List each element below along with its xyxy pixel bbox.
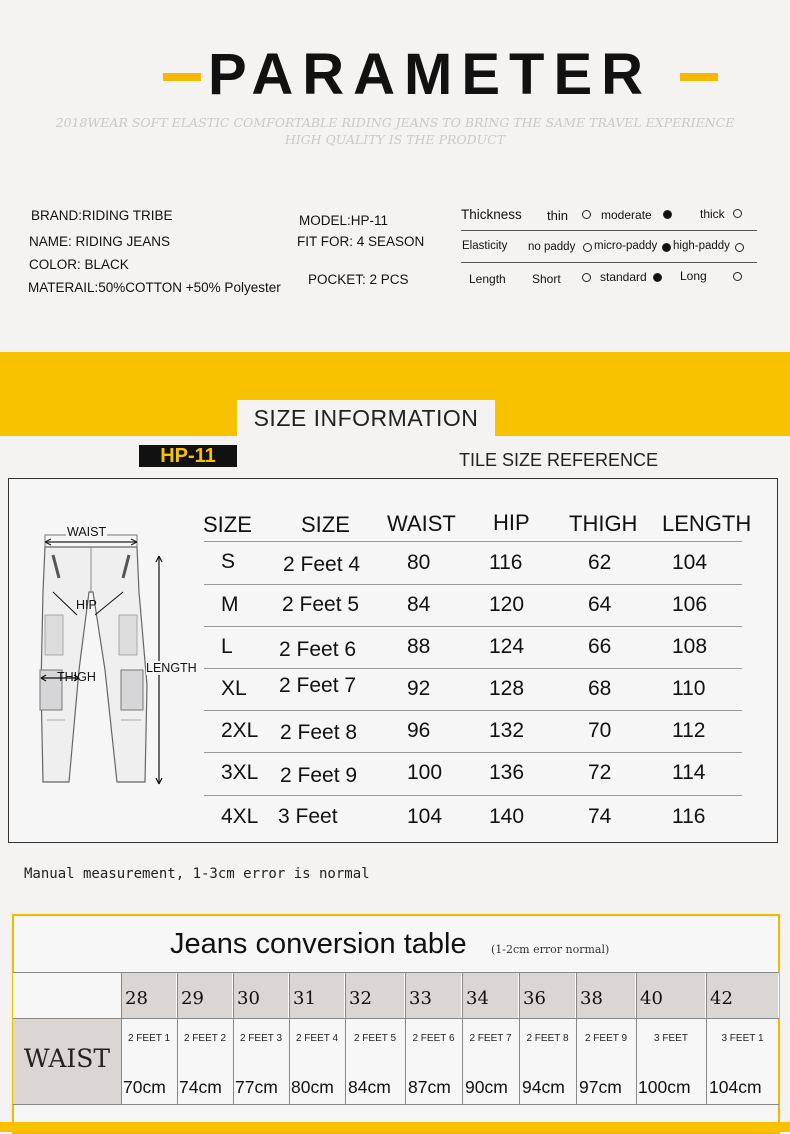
model-badge: HP-11 — [139, 445, 237, 467]
diagram-length-label: LENGTH — [146, 661, 197, 675]
spec-name: NAME: RIDING JEANS — [29, 234, 171, 249]
pants-diagram-icon — [35, 520, 185, 795]
length-cell: 104 — [672, 551, 708, 574]
feet-cell: 2 Feet 4 — [283, 553, 361, 576]
row-divider — [204, 710, 742, 711]
thigh-cell: 72 — [588, 761, 612, 784]
waist-cell: 100 — [407, 761, 443, 784]
micro-paddy-radio-filled-icon — [662, 243, 671, 252]
divider — [13, 1018, 779, 1019]
spec-color: COLOR: BLACK — [29, 257, 129, 272]
size-cell: 2XL — [221, 719, 259, 742]
cm-value: 90cm — [465, 1077, 508, 1097]
feet-value: 3 FEET 1 — [721, 1033, 764, 1044]
length-option-short: Short — [532, 272, 561, 286]
spec-model: MODEL:HP-11 — [299, 213, 389, 228]
feet-cell: 3 Feet — [278, 805, 338, 828]
cm-value: 80cm — [291, 1077, 334, 1097]
feet-cell: 2 Feet 6 — [279, 638, 357, 661]
thigh-cell: 68 — [588, 677, 612, 700]
high-paddy-radio-icon — [735, 243, 744, 252]
waist-cell: 96 — [407, 719, 431, 742]
thickness-option-thin: thin — [547, 208, 568, 223]
length-cell: 108 — [672, 635, 708, 658]
cm-value: 77cm — [235, 1077, 278, 1097]
header-size-feet: SIZE — [301, 512, 350, 537]
size-header-cell: 42 — [706, 973, 779, 1018]
parameter-subtitle-1: 2018WEAR SOFT ELASTIC COMFORTABLE RIDING JEANS TO BRING THE SAME TRAVEL EXPERIENCE — [55, 115, 735, 130]
diagram-waist-label: WAIST — [67, 525, 107, 539]
size-header-cell: 34 — [462, 973, 519, 1018]
hip-cell: 124 — [489, 635, 525, 658]
row-divider — [204, 752, 742, 753]
waist-cell: 80 — [407, 551, 431, 574]
feet-value: 2 FEET 3 — [239, 1033, 283, 1044]
thigh-cell: 74 — [588, 805, 612, 828]
header-thigh: THIGH — [569, 511, 638, 536]
size-header-cell: 29 — [177, 973, 233, 1018]
size-cell: 3XL — [221, 761, 259, 784]
length-cell: 106 — [672, 593, 708, 616]
parameter-title: PARAMETER — [208, 42, 653, 107]
size-header-cell: 32 — [345, 973, 405, 1018]
title-accent-bar-right — [680, 73, 718, 81]
length-cell: 110 — [672, 677, 706, 700]
standard-radio-filled-icon — [653, 273, 662, 282]
size-header-cell: 36 — [519, 973, 576, 1018]
thin-radio-icon — [582, 210, 591, 219]
length-option-standard: standard — [600, 270, 647, 284]
thickness-label: Thickness — [461, 207, 522, 222]
spec-fit: FIT FOR: 4 SEASON — [297, 234, 425, 249]
size-header-cell: 31 — [289, 973, 345, 1018]
hip-cell: 132 — [489, 719, 525, 742]
length-cell: 116 — [672, 805, 706, 828]
feet-value: 2 FEET 1 — [127, 1033, 171, 1044]
short-radio-icon — [582, 273, 591, 282]
header-size: SIZE — [203, 512, 252, 537]
title-accent-bar-left — [163, 73, 201, 81]
spec-pocket: POCKET: 2 PCS — [308, 272, 409, 287]
cm-value: 87cm — [408, 1077, 451, 1097]
header-waist: WAIST — [387, 511, 456, 536]
moderate-radio-filled-icon — [663, 210, 672, 219]
hip-cell: 136 — [489, 761, 525, 784]
row-divider — [204, 584, 742, 585]
feet-cell: 2 Feet 9 — [280, 764, 358, 787]
conversion-table-title: Jeans conversion table — [170, 928, 467, 960]
thick-radio-icon — [733, 209, 742, 218]
divider — [461, 262, 757, 263]
size-header-cell: 30 — [233, 973, 289, 1018]
size-cell: XL — [221, 677, 247, 700]
header-length: LENGTH — [662, 511, 752, 536]
length-option-long: Long — [680, 269, 707, 283]
elasticity-option-no-paddy: no paddy — [528, 241, 576, 253]
feet-value: 2 FEET 7 — [469, 1033, 512, 1044]
cm-value: 94cm — [522, 1077, 565, 1097]
row-divider — [204, 626, 742, 627]
hip-cell: 128 — [489, 677, 525, 700]
cm-value: 74cm — [179, 1077, 222, 1097]
spec-material: MATERAIL:50%COTTON +50% Polyester — [28, 280, 281, 295]
bottom-accent-bar — [0, 1122, 790, 1132]
elasticity-option-high-paddy: high-paddy — [673, 240, 730, 252]
cm-value: 84cm — [348, 1077, 391, 1097]
length-label: Length — [469, 272, 506, 286]
thigh-cell: 66 — [588, 635, 612, 658]
cm-value: 97cm — [579, 1077, 622, 1097]
hip-cell: 140 — [489, 805, 525, 828]
feet-value: 2 FEET 2 — [183, 1033, 227, 1044]
thigh-cell: 64 — [588, 593, 612, 616]
feet-cell: 2 Feet 8 — [280, 721, 358, 744]
row-divider — [204, 795, 742, 796]
size-cell: 4XL — [221, 805, 259, 828]
waist-cell: 104 — [407, 805, 443, 828]
spec-brand: BRAND:RIDING TRIBE — [31, 208, 173, 223]
cm-value: 100cm — [638, 1077, 691, 1097]
elasticity-label: Elasticity — [462, 240, 508, 252]
thickness-option-moderate: moderate — [601, 208, 652, 222]
row-divider — [204, 668, 742, 669]
long-radio-icon — [733, 272, 742, 281]
conversion-table-note: (1-2cm error normal) — [491, 943, 610, 956]
size-information-title: SIZE INFORMATION — [253, 405, 479, 431]
waist-cell: 92 — [407, 677, 431, 700]
hip-cell: 120 — [489, 593, 525, 616]
diagram-thigh-label: THIGH — [57, 670, 96, 684]
corner-cell — [13, 973, 121, 1018]
feet-value: 2 FEET 4 — [295, 1033, 339, 1044]
thickness-option-thick: thick — [700, 207, 725, 221]
thigh-cell: 70 — [588, 719, 612, 742]
parameter-subtitle-2: HIGH QUALITY IS THE PRODUCT — [284, 132, 506, 147]
measurement-note: Manual measurement, 1-3cm error is normal — [24, 866, 370, 882]
elasticity-option-micro-paddy: micro-paddy — [594, 240, 658, 252]
waist-cell: 84 — [407, 593, 431, 616]
cm-value: 104cm — [709, 1077, 762, 1097]
divider — [13, 1104, 779, 1105]
feet-value: 2 FEET 5 — [353, 1033, 397, 1044]
feet-value: 2 FEET 6 — [412, 1033, 455, 1044]
length-cell: 112 — [672, 719, 706, 742]
no-paddy-radio-icon — [583, 243, 592, 252]
size-header-cell: 38 — [576, 973, 636, 1018]
waist-cell: 88 — [407, 635, 431, 658]
thigh-cell: 62 — [588, 551, 612, 574]
feet-value: 2 FEET 9 — [584, 1033, 628, 1044]
size-cell: L — [221, 635, 233, 658]
waist-row-label: WAIST — [23, 1044, 111, 1073]
diagram-hip-label: HIP — [76, 598, 97, 612]
divider — [461, 230, 757, 231]
tile-size-reference-label: TILE SIZE REFERENCE — [459, 450, 659, 470]
feet-cell: 2 Feet 7 — [279, 674, 357, 697]
size-cell: M — [221, 593, 239, 616]
header-hip: HIP — [493, 510, 530, 535]
size-header-cell: 28 — [121, 973, 177, 1018]
row-divider — [204, 541, 742, 542]
feet-value: 3 FEET — [654, 1033, 688, 1044]
length-cell: 114 — [672, 761, 706, 784]
hip-cell: 116 — [489, 551, 523, 574]
size-header-cell: 40 — [636, 973, 706, 1018]
size-cell: S — [221, 550, 236, 573]
feet-cell: 2 Feet 5 — [282, 593, 360, 616]
feet-value: 2 FEET 8 — [526, 1033, 569, 1044]
cm-value: 70cm — [123, 1077, 166, 1097]
size-header-cell: 33 — [405, 973, 462, 1018]
